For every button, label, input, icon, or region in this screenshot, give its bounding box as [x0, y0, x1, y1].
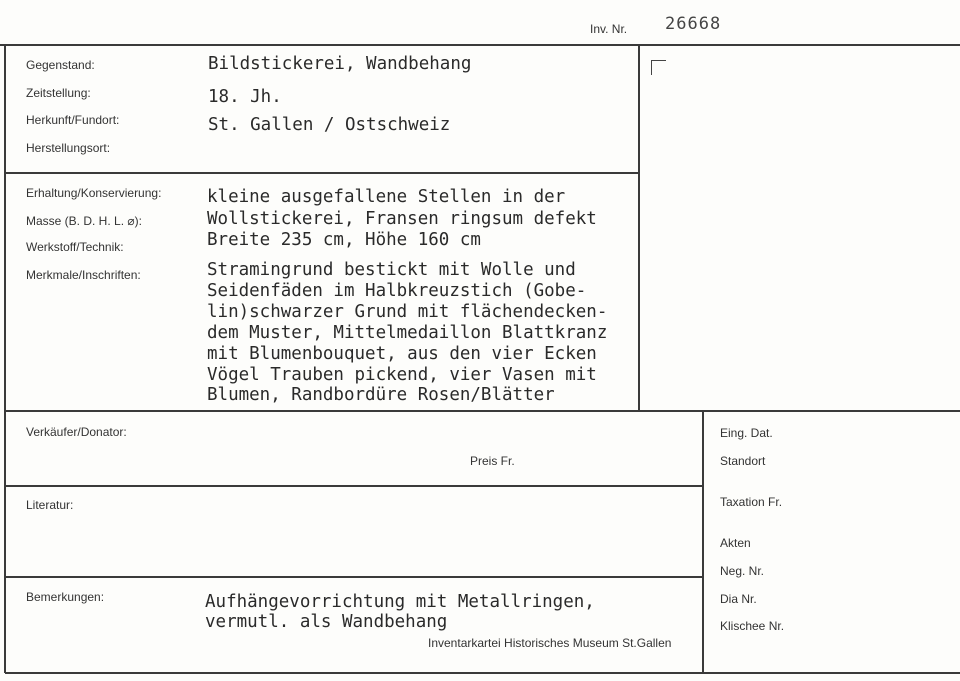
label-masse: Masse (B. D. H. L. ⌀):: [26, 214, 142, 228]
divider-section-1: [5, 172, 639, 174]
label-herstellungsort: Herstellungsort:: [26, 141, 111, 155]
value-gegenstand: Bildstickerei, Wandbehang: [208, 54, 472, 74]
label-bemerkungen: Bemerkungen:: [26, 590, 105, 604]
divider-section-3: [5, 485, 703, 487]
label-zeitstellung: Zeitstellung:: [26, 86, 91, 100]
divider-bottom: [5, 672, 960, 674]
value-merkmale-line-6: Vögel Trauben pickend, vier Vasen mit: [207, 365, 597, 385]
value-herkunft: St. Gallen / Ostschweiz: [208, 115, 451, 135]
label-literatur: Literatur:: [26, 498, 74, 512]
divider-section-2: [5, 410, 960, 412]
value-merkmale-line-2: Seidenfäden im Halbkreuzstich (Gobe-: [207, 281, 587, 301]
label-dia-nr: Dia Nr.: [720, 592, 757, 606]
value-merkmale-line-7: Blumen, Randbordüre Rosen/Blätter: [207, 385, 555, 405]
label-gegenstand: Gegenstand:: [26, 58, 95, 72]
value-zeitstellung: 18. Jh.: [208, 87, 282, 107]
label-erhaltung: Erhaltung/Konservierung:: [26, 186, 162, 200]
value-bemerkungen-line-2: vermutl. als Wandbehang: [205, 612, 448, 632]
value-masse: Breite 235 cm, Höhe 160 cm: [207, 230, 481, 250]
value-merkmale-line-1: Stramingrund bestickt mit Wolle und: [207, 260, 576, 280]
value-bemerkungen-line-1: Aufhängevorrichtung mit Metallringen,: [205, 592, 595, 612]
label-klischee-nr: Klischee Nr.: [720, 619, 785, 633]
label-taxation: Taxation Fr.: [720, 495, 783, 509]
divider-vertical-upper: [638, 44, 640, 411]
value-erhaltung-line-1: kleine ausgefallene Stellen in der: [207, 187, 566, 207]
divider-top: [0, 44, 960, 46]
label-standort: Standort: [720, 454, 766, 468]
label-neg-nr: Neg. Nr.: [720, 564, 765, 578]
inv-nr-label: Inv. Nr.: [590, 22, 628, 36]
divider-section-4: [5, 576, 703, 578]
corner-mark: [651, 60, 666, 75]
footer-institution: Inventarkartei Historisches Museum St.Gallen: [428, 636, 672, 650]
value-merkmale-line-4: dem Muster, Mittelmedaillon Blattkranz: [207, 323, 608, 343]
label-eing-dat: Eing. Dat.: [720, 426, 773, 440]
label-preis: Preis Fr.: [470, 454, 515, 468]
label-merkmale: Merkmale/Inschriften:: [26, 268, 141, 282]
value-merkmale-line-5: mit Blumenbouquet, aus den vier Ecken: [207, 344, 597, 364]
border-left: [4, 44, 6, 673]
label-herkunft: Herkunft/Fundort:: [26, 113, 120, 127]
value-erhaltung-line-2: Wollstickerei, Fransen ringsum defekt: [207, 209, 597, 229]
label-verkaeufer: Verkäufer/Donator:: [26, 425, 127, 439]
label-akten: Akten: [720, 536, 751, 550]
divider-vertical-lower: [702, 410, 704, 673]
label-werkstoff: Werkstoff/Technik:: [26, 240, 124, 254]
value-merkmale-line-3: lin)schwarzer Grund mit flächendecken-: [207, 302, 608, 322]
inv-number: 26668: [665, 14, 722, 34]
